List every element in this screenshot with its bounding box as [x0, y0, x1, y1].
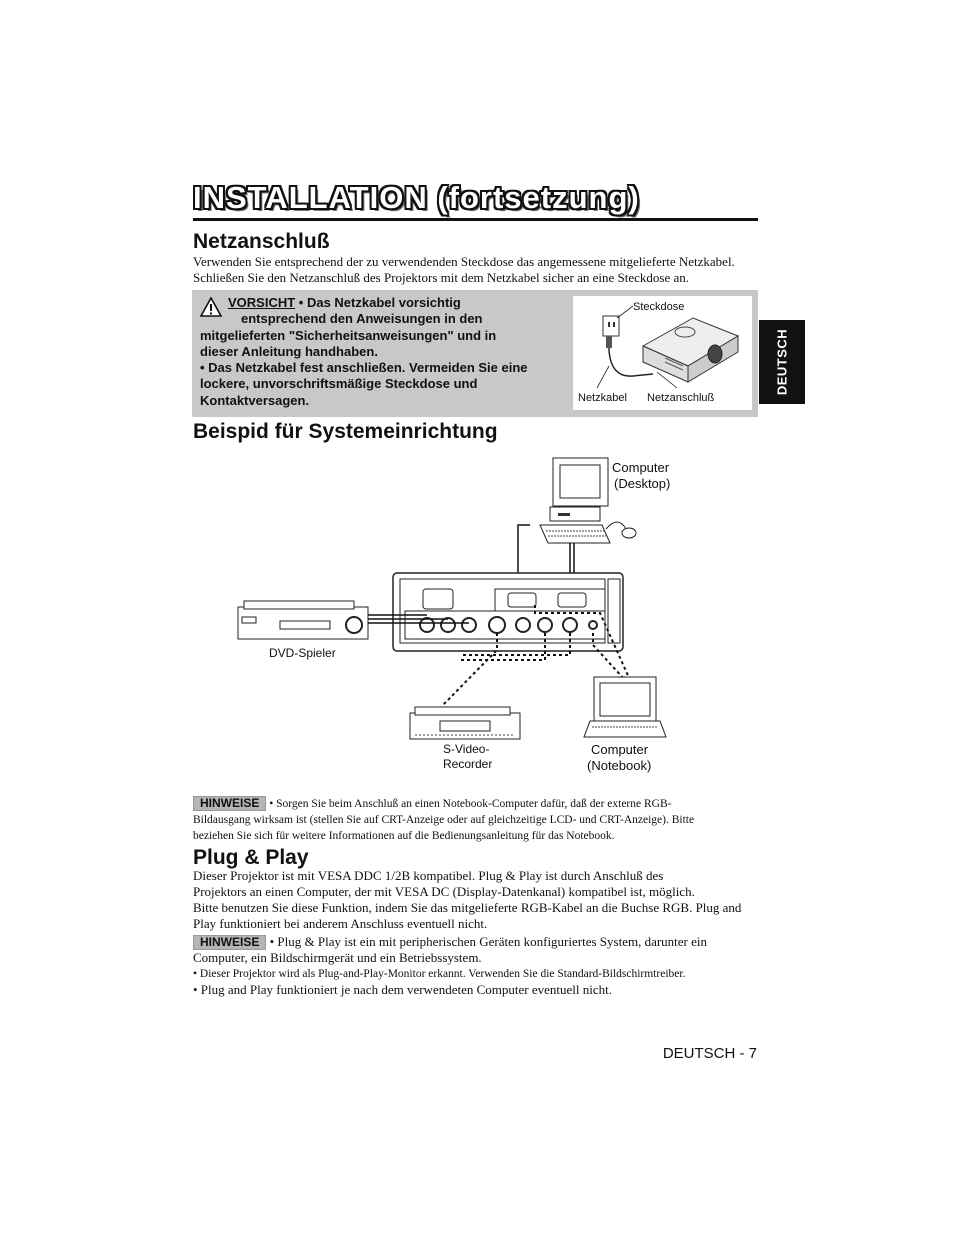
- language-tab-label: DEUTSCH: [774, 328, 790, 396]
- dvd-label: DVD-Spieler: [269, 646, 336, 660]
- caution-line-1: • Das Netzkabel vorsichtig: [295, 295, 461, 310]
- caution-text: [200, 295, 565, 409]
- page-number: DEUTSCH - 7: [662, 1045, 757, 1062]
- plugplay-note-1a: • Plug & Play ist ein mit peripherischen Geräten konfiguriertes System, darunter ein: [266, 934, 708, 949]
- language-tab: [759, 320, 805, 404]
- hinweise-1-line-1: • Sorgen Sie beim Anschluß an einen Notebook-Computer dafür, daß der externe RGB-: [266, 798, 672, 810]
- caution-line-4: dieser Anleitung handhaben.: [200, 343, 378, 359]
- plugplay-line-3: Bitte benutzen Sie diese Funktion, indem Sie das mitgelieferte RGB-Kabel an die Buchse RGB. Plug and: [193, 900, 742, 915]
- hinweise-1: [193, 796, 758, 844]
- svideo-label-2: Recorder: [443, 757, 493, 771]
- wall-outlet-icon: [603, 316, 619, 336]
- plugplay-heading: Plug & Play: [193, 846, 309, 869]
- caution-line-6: lockere, unvorschriftsmäßige Steckdose und: [200, 376, 478, 392]
- notebook-label-2: (Notebook): [587, 758, 652, 773]
- system-setup-diagram: [230, 455, 670, 785]
- caution-line-3: mitgelieferten "Sicherheitsanweisungen" und in: [200, 327, 497, 343]
- plugplay-note-3: • Plug and Play funktioniert je nach dem verwendeten Computer eventuell nicht.: [193, 982, 612, 997]
- plugplay-line-4: Play funktioniert bei anderem Anschluss eventuell nicht.: [193, 916, 488, 931]
- page-title: INSTALLATION (fortsetzung): [193, 180, 640, 215]
- power-connection-figure: [573, 296, 752, 410]
- plugplay-body: [193, 868, 763, 998]
- plugplay-note-1b: Computer, ein Bildschirmgerät und ein Betriebssystem.: [193, 950, 482, 965]
- caution-line-5: • Das Netzkabel fest anschließen. Vermeiden Sie eine: [200, 360, 528, 376]
- svideo-recorder-icon: [410, 707, 520, 739]
- netzanschluss-line-2: Schließen Sie den Netzanschluß des Projektors mit dem Netzkabel sicher an eine Steckdose an.: [193, 270, 690, 285]
- hinweise-badge-2: HINWEISE: [193, 935, 266, 950]
- netzanschluss-body: [193, 254, 763, 286]
- netzanschluss-heading: Netzanschluß: [193, 230, 330, 253]
- caution-line-7: Kontaktversagen.: [200, 392, 310, 408]
- plugplay-note-2: • Dieser Projektor wird als Plug-and-Play-Monitor erkannt. Verwenden Sie die Standard-Bildschirmtreiber.: [193, 968, 686, 980]
- dvd-player-icon: [238, 601, 368, 639]
- computer-desktop-label-1: Computer: [612, 460, 670, 475]
- hinweise-1-line-2: Bildausgang wirksam ist (stellen Sie auf CRT-Anzeige oder auf gleichzeitige LCD- und CRT-Anzeige). Bitte: [193, 814, 695, 826]
- hinweise-badge-1: HINWEISE: [193, 796, 266, 811]
- steckdose-label: Steckdose: [633, 301, 685, 313]
- netzanschluss-label: Netzanschluß: [647, 392, 715, 404]
- hinweise-1-line-3: beziehen Sie sich für weitere Informationen auf die Bedienungsanleitung für das Notebook.: [193, 830, 615, 842]
- title-rule: [193, 218, 758, 221]
- computer-desktop-label-2: (Desktop): [614, 476, 671, 491]
- caution-label: VORSICHT: [228, 295, 296, 310]
- svideo-label-1: S-Video-: [443, 742, 490, 756]
- netzkabel-label: Netzkabel: [578, 392, 627, 404]
- plugplay-line-2: Projektors an einen Computer, der mit VESA DC (Display-Datenkanal) kompatibel ist, möglich.: [193, 884, 695, 899]
- notebook-computer-icon: [584, 677, 666, 737]
- netzanschluss-line-1: Verwenden Sie entsprechend der zu verwendenden Steckdose das angemessene mitgelieferte Netzkabel.: [193, 254, 735, 269]
- notebook-label-1: Computer: [591, 742, 649, 757]
- plugplay-line-1: Dieser Projektor ist mit VESA DDC 1/2B kompatibel. Plug & Play ist durch Anschluß des: [193, 868, 664, 883]
- beispiel-heading: Beispid für Systemeinrichtung: [193, 420, 498, 443]
- caution-line-2: entsprechend den Anweisungen in den: [241, 311, 483, 327]
